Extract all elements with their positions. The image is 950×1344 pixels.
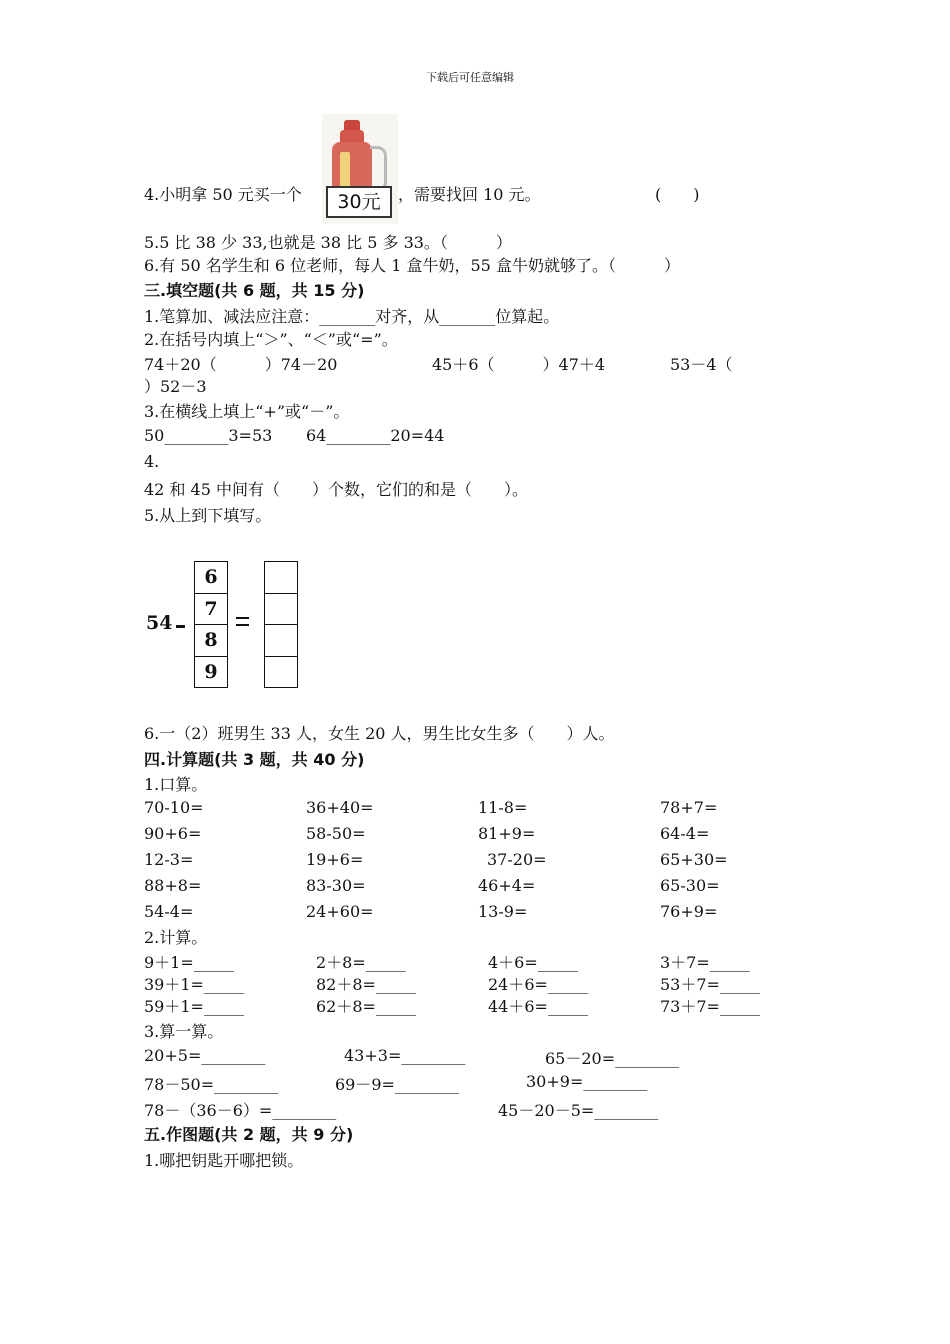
oral-item: 76+9=	[660, 902, 718, 921]
written-item: 39＋1=_____	[144, 975, 244, 994]
compute-item: 43+3=________	[344, 1046, 466, 1065]
calc-q2: 2.计算。	[144, 928, 208, 947]
oral-item: 81+9=	[478, 824, 536, 843]
judge-q5: 5.5 比 38 少 33,也就是 38 比 5 多 33。（ ）	[144, 233, 512, 252]
compute-item: 69－9=________	[335, 1075, 459, 1094]
written-item: 2＋8=_____	[316, 953, 406, 972]
section-draw-heading: 五.作图题(共 2 题，共 9 分)	[144, 1125, 354, 1144]
oral-item: 11-8=	[478, 798, 528, 817]
diagram-subtrahend: 8	[195, 625, 227, 657]
fill-q6: 6.一（2）班男生 33 人，女生 20 人，男生比女生多（ ）人。	[144, 724, 615, 743]
diagram-minus-sign	[176, 625, 185, 628]
oral-item: 24+60=	[306, 902, 374, 921]
compute-item: 45－20－5=________	[498, 1101, 659, 1120]
diagram-subtrahend-column	[194, 561, 228, 688]
diagram-equals-sign	[236, 624, 249, 626]
written-item: 9＋1=_____	[144, 953, 234, 972]
written-item: 82＋8=_____	[316, 975, 416, 994]
fill-q2: 2.在括号内填上“＞”、“＜”或“=”。	[144, 330, 398, 349]
oral-item: 78+7=	[660, 798, 718, 817]
diagram-subtrahend: 6	[195, 562, 227, 594]
oral-item: 83-30=	[306, 876, 366, 895]
fill-q2-c: 53－4（	[670, 355, 733, 374]
diagram-equals-sign	[236, 617, 249, 619]
fill-q1: 1.笔算加、减法应注意：_______对齐，从_______位算起。	[144, 307, 560, 326]
fill-q3: 3.在横线上填上“+”或“－”。	[144, 402, 350, 421]
section-calc-heading: 四.计算题(共 3 题，共 40 分)	[144, 750, 365, 769]
fill-q3-b: 64________20=44	[306, 426, 445, 445]
compute-item: 65－20=________	[545, 1049, 680, 1068]
thermos-picture	[322, 114, 398, 224]
oral-item: 65-30=	[660, 876, 720, 895]
oral-item: 36+40=	[306, 798, 374, 817]
written-item: 73＋7=_____	[660, 997, 760, 1016]
diagram-subtrahend: 7	[195, 594, 227, 626]
compute-item: 78－（36－6）=________	[144, 1101, 337, 1120]
written-item: 4＋6=_____	[488, 953, 578, 972]
compute-item: 30+9=________	[526, 1072, 648, 1091]
oral-item: 70-10=	[144, 798, 204, 817]
oral-item: 46+4=	[478, 876, 536, 895]
written-item: 62＋8=_____	[316, 997, 416, 1016]
fill-q3-a: 50________3=53	[144, 426, 273, 445]
oral-item: 88+8=	[144, 876, 202, 895]
oral-item: 65+30=	[660, 850, 728, 869]
diagram-answer-column	[264, 561, 298, 688]
oral-item: 37-20=	[487, 850, 547, 869]
fill-q2-c-cont: ）52－3	[144, 377, 207, 396]
diagram-answer-box[interactable]	[265, 594, 297, 626]
judge-q4-suffix: ，需要找回 10 元。	[398, 185, 541, 204]
header-note: 下载后可任意编辑	[426, 71, 514, 84]
diagram-minuend: 54	[146, 612, 173, 634]
oral-item: 64-4=	[660, 824, 710, 843]
fill-q4-number: 4.	[144, 452, 160, 471]
diagram-subtrahend: 9	[204, 660, 218, 683]
draw-q1: 1.哪把钥匙开哪把锁。	[144, 1151, 304, 1170]
section-fill-heading: 三.填空题(共 6 题，共 15 分)	[144, 281, 365, 300]
fill-q4: 42 和 45 中间有（ ）个数，它们的和是（ ）。	[144, 480, 528, 499]
oral-item: 58-50=	[306, 824, 366, 843]
written-item: 44＋6=_____	[488, 997, 588, 1016]
written-item: 53＋7=_____	[660, 975, 760, 994]
oral-item: 13-9=	[478, 902, 528, 921]
judge-q6: 6.有 50 名学生和 6 位老师，每人 1 盒牛奶，55 盒牛奶就够了。（ ）	[144, 256, 680, 275]
oral-item: 54-4=	[144, 902, 194, 921]
oral-item: 12-3=	[144, 850, 194, 869]
diagram-answer-box[interactable]	[265, 657, 297, 688]
compute-item: 20+5=________	[144, 1046, 266, 1065]
judge-q4-prefix: 4.小明拿 50 元买一个	[144, 185, 302, 204]
diagram-answer-box[interactable]	[265, 625, 297, 657]
price-tag: 30元	[326, 186, 392, 218]
written-item: 3＋7=_____	[660, 953, 750, 972]
fill-q2-a: 74＋20（ ）74－20	[144, 355, 338, 374]
oral-item: 90+6=	[144, 824, 202, 843]
judge-q4-paren: ( )	[655, 185, 700, 204]
calc-q1: 1.口算。	[144, 775, 208, 794]
written-item: 24＋6=_____	[488, 975, 588, 994]
fill-q5: 5.从上到下填写。	[144, 506, 272, 525]
oral-item: 19+6=	[306, 850, 364, 869]
written-item: 59＋1=_____	[144, 997, 244, 1016]
fill-q2-b: 45＋6（ ）47＋4	[432, 355, 606, 374]
calc-q3: 3.算一算。	[144, 1022, 224, 1041]
compute-item: 78－50=________	[144, 1075, 279, 1094]
diagram-answer-box[interactable]	[265, 562, 297, 594]
